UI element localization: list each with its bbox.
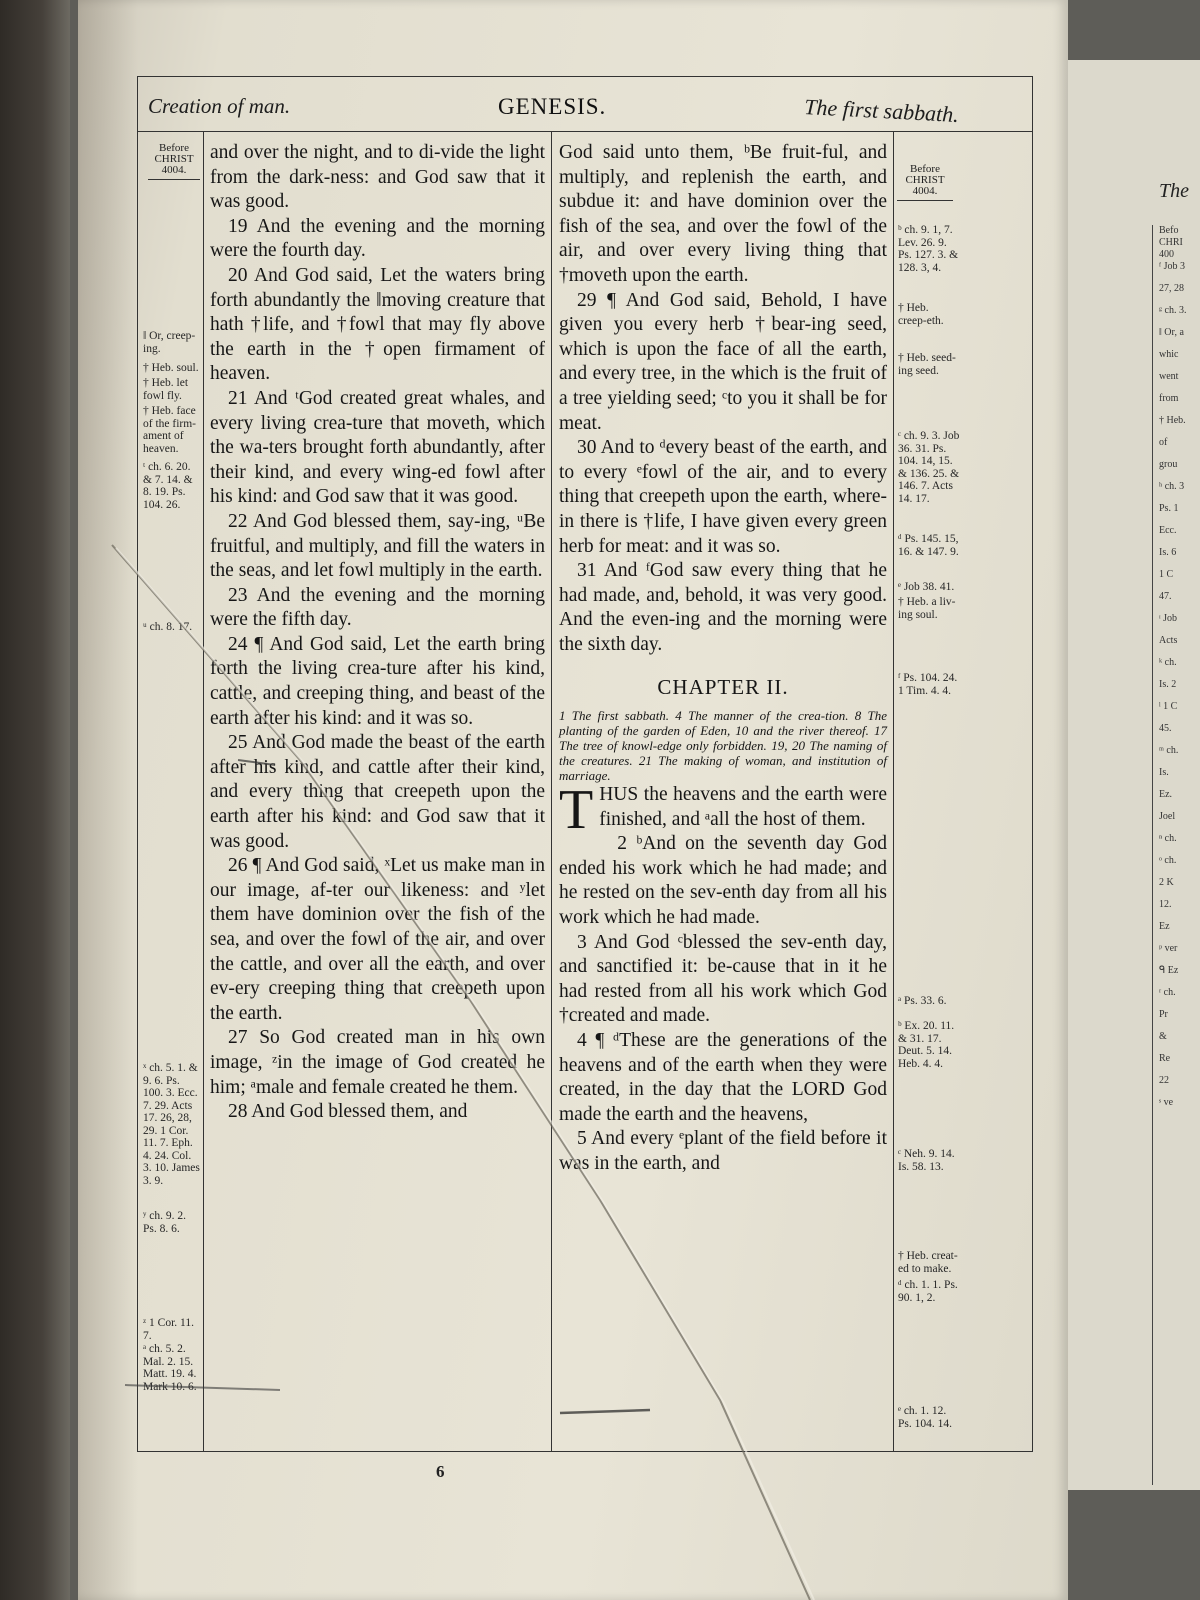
margin-note: ᵇ ch. 9. 1, 7. Lev. 26. 9. Ps. 127. 3. & 128. 3, 4.: [898, 224, 959, 274]
margin-note: † Heb. seed-ing seed.: [898, 352, 956, 377]
next-page-fragment: CHRI: [1159, 237, 1183, 248]
page-number: 6: [436, 1462, 445, 1481]
margin-note: ᶜ Neh. 9. 14. Is. 58. 13.: [898, 1148, 955, 1173]
next-page-fragment: Acts: [1159, 635, 1178, 646]
margin-note: ᵃ ch. 5. 2. Mal. 2. 15. Matt. 19. 4. Mark 10. 6.: [143, 1343, 197, 1393]
verse-paragraph: 23 And the evening and the morning were the fifth day.: [210, 584, 545, 631]
next-page-fragment: 1 C: [1159, 569, 1174, 580]
next-page-fragment: from: [1159, 393, 1179, 404]
margin-note: ᵇ Ex. 20. 11. & 31. 17. Deut. 5. 14. Heb. 4. 4.: [898, 1020, 955, 1070]
verse-paragraph: 29 ¶ And God said, Behold, I have given you every herb †bear-ing seed, which is upon the face of all the earth, and every tree, in the which is the fruit of a tree yielding seed; ᶜto you it shall be for meat.: [559, 289, 887, 434]
next-page-fragment: Joel: [1159, 811, 1176, 822]
margin-note: ᵗ ch. 6. 20. & 7. 14. & 8. 19. Ps. 104. 26.: [143, 461, 193, 511]
christ-label: CHRIST: [154, 153, 194, 165]
before-label: Before: [910, 163, 940, 175]
margin-note: ᶻ 1 Cor. 11. 7.: [143, 1317, 194, 1342]
next-page-fragment: 45.: [1159, 723, 1172, 734]
next-page-fragment: &: [1159, 1031, 1167, 1042]
margin-note: ᵘ ch. 8. 17.: [143, 621, 193, 633]
margin-note: ˣ ch. 5. 1. & 9. 6. Ps. 100. 3. Ecc. 7. 29. Acts 17. 26, 28, 29. 1 Cor. 11. 7. Eph. 4. 24. Col. 3. 10. James 3. 9.: [143, 1062, 200, 1187]
verse-paragraph: 3 And God ᶜblessed the sev-enth day, and sanctified it: be-cause that in it he had rested from all his work which God †created and made.: [559, 931, 887, 1027]
verse-paragraph: 19 And the evening and the morning were the fourth day.: [210, 215, 545, 262]
margin-note: ᵉ ch. 1. 12. Ps. 104. 14.: [898, 1405, 952, 1430]
next-page-fragment: Re: [1159, 1053, 1171, 1064]
margin-note: † Heb. let fowl fly.: [143, 377, 189, 402]
margin-note: † Heb. creep-eth.: [898, 302, 944, 327]
year-label: 4004.: [161, 164, 187, 176]
next-page-fragment: Befo: [1159, 225, 1179, 236]
verse-paragraph: 4 ¶ ᵈThese are the generations of the heavens and of the earth when they were created, in the day that the LORD God made the earth and the heavens,: [559, 1030, 887, 1125]
margin-note: † Heb. creat-ed to make.: [898, 1250, 958, 1275]
next-page-fragment: ᶦ Job: [1159, 613, 1178, 624]
next-page-fragment: Ecc.: [1159, 525, 1177, 536]
christ-label: CHRIST: [905, 174, 945, 186]
drop-cap: T: [559, 779, 594, 842]
verse-paragraph: and over the night, and to di-vide the light from the dark-ness: and God saw that it was good.: [210, 142, 545, 213]
next-page-fragment: went: [1159, 371, 1179, 382]
running-head-left: Creation of man.: [148, 94, 291, 118]
next-page-fragment: ᵖ ver: [1159, 943, 1178, 954]
chapter-summary: 1 The first sabbath. 4 The manner of the crea-tion. 8 The planting of the garden of Eden, 10 and the river thereof. 17 The tree of knowl-edge only forbidden. 19, 20 The naming of the creatures. 21 The making of woman, and institution of marriage.: [559, 708, 887, 784]
next-page-fragment: ʳ ch.: [1159, 987, 1176, 998]
verse-paragraph: 26 ¶ And God said, ˣLet us make man in our image, af-ter our likeness: and ʸlet them have dominion over the fish of the sea, and over the fowl of the air, and over the cattle, and over all the earth, and over ev-ery creeping thing that creepeth upon the earth.: [210, 855, 545, 1024]
next-page-fragment: of: [1159, 437, 1168, 448]
verse-paragraph: 21 And ᵗGod created great whales, and every living crea-ture that moveth, which the wa-ters brought forth abundantly, after their kind, and every wing-ed fowl after his kind: and God saw that it was good.: [210, 387, 545, 508]
next-page-title-fragment: The: [1159, 180, 1189, 202]
margin-note: ᵃ Ps. 33. 6.: [898, 995, 947, 1007]
margin-note: ᶜ ch. 9. 3. Job 36. 31. Ps. 104. 14, 15. & 136. 25. & 146. 7. Acts 14. 17.: [898, 430, 960, 505]
verse-paragraph: 2 ᵇAnd on the seventh day God ended his work which he had made; and he rested on the sev-enth day from all his work which he had made.: [559, 833, 887, 929]
verse-paragraph: 31 And ᶠGod saw every thing that he had made, and, behold, it was very good. And the even-ing and the morning were the sixth day.: [559, 560, 887, 655]
next-page-fragment: ᵏ ch.: [1159, 657, 1177, 668]
next-page-fragment: 400: [1159, 249, 1174, 260]
running-head-book: GENESIS.: [498, 94, 607, 119]
margin-note: ᵈ Ps. 145. 15, 16. & 147. 9.: [898, 533, 959, 558]
next-page-fragment: Ez: [1159, 921, 1170, 932]
running-head-right: The first sabbath.: [803, 94, 960, 128]
next-page-fragment: 22: [1159, 1075, 1169, 1086]
margin-note: ‖ Or, creep-ing.: [143, 330, 196, 355]
margin-note: † Heb. soul.: [143, 362, 199, 374]
next-page-fragment: 47.: [1159, 591, 1172, 602]
next-page-fragment: ˡ 1 C: [1159, 701, 1178, 712]
verse-paragraph: 25 And God made the beast of the earth after his kind, and cattle after their kind, and every thing that creepeth upon the earth after his kind: and God saw that it was good.: [210, 732, 545, 852]
next-page-fragment: ʰ ch. 3: [1159, 481, 1185, 492]
next-page-fragment: ⁿ ch.: [1159, 833, 1177, 844]
next-page-fragment: ᶠ Job 3: [1159, 261, 1185, 272]
before-label: Before: [159, 142, 189, 154]
verse-paragraph: 5 And every ᵉplant of the field before it was in the earth, and: [559, 1128, 887, 1174]
next-page-fragment: ᑫ Ez: [1159, 965, 1179, 976]
next-page-fragment: 27, 28: [1159, 283, 1184, 294]
next-page-fragment: whic: [1159, 349, 1179, 360]
verse-paragraph: 22 And God blessed them, say-ing, ᵘBe fruitful, and multiply, and fill the waters in the seas, and let fowl multiply in the earth.: [210, 510, 545, 582]
verse-paragraph: 30 And to ᵈevery beast of the earth, and to every ᵉfowl of the air, and to every thing that creepeth upon the earth, where-in there is †life, I have given every green herb for meat: and it was so.: [559, 437, 887, 557]
verse-paragraph: 20 And God said, Let the waters bring forth abundantly the ‖moving creature that hath †life, and †fowl that may fly above the earth in the †open firmament of heaven.: [210, 264, 545, 385]
chapter-heading: CHAPTER II.: [657, 675, 789, 700]
verse-paragraph: 27 So God created man in his own image, ᶻin the image of God created he him; ᵃmale and female created he them.: [210, 1027, 545, 1098]
margin-note: ᵈ ch. 1. 1. Ps. 90. 1, 2.: [898, 1279, 958, 1304]
next-page-fragment: Ps. 1: [1159, 503, 1179, 514]
margin-note: † Heb. face of the firm-ament of heaven.: [143, 405, 197, 455]
next-page-fragment: ˢ ve: [1159, 1097, 1174, 1108]
next-page-fragment: ᵍ ch. 3.: [1159, 305, 1187, 316]
margin-note: ᶠ Ps. 104. 24. 1 Tim. 4. 4.: [898, 672, 958, 697]
verse-paragraph: 24 ¶ And God said, Let the earth bring forth the living crea-ture after his kind, cattle, and creeping thing, and beast of the earth after his kind: and it was so.: [210, 633, 545, 729]
next-page-fragment: Pr: [1159, 1009, 1168, 1020]
margin-note: ʸ ch. 9. 2. Ps. 8. 6.: [143, 1210, 187, 1235]
next-page-fragment: Is. 6: [1159, 547, 1177, 558]
first-verse-text: HUS the heavens and the earth were finished, and ᵃall the host of them.: [599, 784, 887, 830]
next-page-fragment: Ez.: [1159, 789, 1173, 800]
margin-note: † Heb. a liv-ing soul.: [898, 596, 956, 621]
next-page-fragment: 2 K: [1159, 877, 1174, 888]
next-page-fragment: ‖ Or, a: [1159, 327, 1184, 338]
next-page-fragment: Is.: [1159, 767, 1169, 778]
verse-paragraph: 28 And God blessed them, and: [228, 1101, 468, 1123]
next-page-fragment: Is. 2: [1159, 679, 1177, 690]
next-page-fragment: 12.: [1159, 899, 1172, 910]
next-page-fragment: grou: [1159, 459, 1178, 470]
next-page-fragment: ᵒ ch.: [1159, 855, 1177, 866]
year-label: 4004.: [912, 185, 938, 197]
next-page-fragment: ᵐ ch.: [1159, 745, 1179, 756]
next-page-fragment: † Heb.: [1159, 415, 1186, 426]
margin-note: ᵉ Job 38. 41.: [898, 581, 955, 593]
verse-paragraph: God said unto them, ᵇBe fruit-ful, and multiply, and replenish the earth, and subdue it: and have dominion over the fish of the sea, and over the fowl of the air, and over every living thing that †moveth upon the earth.: [559, 142, 887, 286]
